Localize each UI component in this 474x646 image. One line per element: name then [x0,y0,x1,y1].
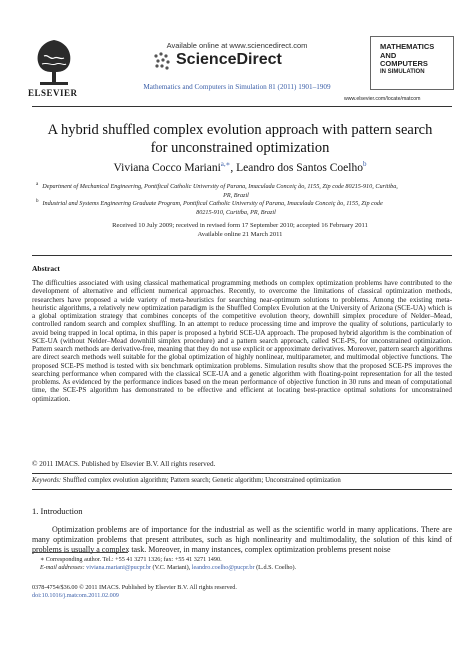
email-addresses [32,564,460,572]
footnote-divider [32,552,128,553]
affiliation-text-cont: 80215-910, Curitiba, PR, Brazil [196,208,276,216]
affiliation-mark: a [36,182,39,187]
email-link[interactable]: viviana.mariani@pucpr.br [86,564,151,571]
affiliation-text: Department of Mechanical Engineering, Pontifical Catholic University of Parana, Imaculada Conceiç ão, 1155, Zip code 80215-910, Curitiba, [42,183,398,191]
cover-title-line: COMPUTERS [380,59,428,68]
cover-title-line: MATHEMATICS [380,42,435,51]
abstract-bottom-divider [32,473,452,474]
keywords-list: Shuffled complex evolution algorithm; Pattern search; Genetic algorithm; Unconstrained optimization [62,477,341,484]
doi-link[interactable]: doi:10.1016/j.matcom.2011.02.009 [32,592,119,599]
affiliation-b [36,198,436,217]
header-divider [32,106,452,107]
paper-title [40,121,440,157]
available-online-text: Available online at www.sciencedirect.com [166,41,308,50]
author-name: Viviana Cocco Mariani [113,161,221,174]
issn-line: 0378-4754/$36.00 © 2011 IMACS. Published by Elsevier B.V. All rights reserved. [32,584,237,591]
cover-title-line: AND [380,50,397,60]
email-owner: (V.C. Mariani), [150,564,192,571]
keywords-divider [32,489,452,490]
author-affil-marks[interactable]: b [362,160,367,168]
elsevier-wordmark: ELSEVIER [28,88,78,98]
sciencedirect-dots-icon [152,50,174,72]
abstract-heading: Abstract [32,264,60,273]
journal-citation-link[interactable]: Mathematics and Computers in Simulation 81 (2011) 1901–1909 [143,83,331,91]
journal-cover-subtitle: IN SIMULATION [380,69,425,75]
corresponding-author-note: ∗ Corresponding author. Tel.: +55 41 3271 1326; fax: +55 41 3271 1490. [40,556,222,563]
title-line-2: for unconstrained optimization [150,140,330,156]
author-separator: , [230,161,237,174]
abstract-copyright: © 2011 IMACS. Published by Elsevier B.V. All rights reserved. [32,460,216,468]
affiliation-text: Industrial and Systems Engineering Graduate Program, Pontifical Catholic University of Parana, Imaculada Conceiç ão, 1155, Zip code [42,200,383,208]
email-label: E-mail addresses: [40,564,85,571]
masthead [0,0,474,108]
keywords-label: Keywords: [32,477,62,484]
abstract-body: The difficulties associated with using classical mathematical programming methods on complex optimization problems have contributed to the development of alternative and efficient numerical approaches. Recently, to overcome the limitations of classical optimization methods, researchers have proposed a wide variety of meta-heuristics for searching near-optimum solutions to problems. Among the existing meta-heuristic algorithms, a relatively new optimization paradigm is the Shuffled Complex Evolution at the University of Arizona (SCE-UA) which is a global optimization strategy that combines concepts of the competitive evolution theory, downhill simplex procedure of Nelder–Mead, controlled random search and complex shuffling. In an attempt to reduce processing time and improve the quality of solutions, particularly to avoid being trapped in local optima, in this paper is proposed a hybrid SCE-UA approach. The proposed hybrid algorithm is the combination of SCE-UA (without Nelder–Mead downhill simplex procedure) and a pattern search approach, called SCE-PS, for unconstrained optimization. Pattern search methods are derivative-free, meaning that they do not use explicit or approximate derivatives. Moreover, pattern search algorithms are direct search methods well suitable for the global optimization of highly nonlinear, multiparameter, and multimodal objective functions. The proposed SCE-PS method is tested with six benchmark optimization problems. Simulation results show that the proposed SCE-PS improves the searching performance when compared with the classical SCE-UA and a genetic algorithm with floating-point representation for all the tested problems. As evidenced by the performance indices based on the mean performance of objective function in 30 runs and mean of computational time, the SCE-PS algorithm has demonstrated to be effective and efficient at locating best-practice optimal solutions for unconstrained optimization. [32,279,452,403]
email-owner: (L.d.S. Coelho). [254,564,297,571]
journal-url-link[interactable]: www.elsevier.com/locate/matcom [344,96,421,102]
keywords [32,477,452,484]
journal-cover-title [380,43,450,69]
section-heading-introduction: 1. Introduction [32,506,83,516]
author-list [40,160,440,174]
received-dates: Received 10 July 2009; received in revised form 17 September 2010; accepted 16 February 2011 [112,222,368,229]
sciencedirect-logo [152,50,322,72]
title-line-1: A hybrid shuffled complex evolution approach with pattern search [47,122,433,138]
author-affil-marks[interactable]: a,∗ [220,160,231,168]
sciencedirect-wordmark: ScienceDirect [176,51,282,68]
email-link[interactable]: leandro.coelho@pucpr.br [191,564,255,571]
introduction-body: Optimization problems are of importance for the industrial as well as the scientific world in many applications. There are many optimization problems that present attributes, such as high nonlinearity and multimodality, the solution of this kind of problems is usually a complex task. Moreover, in many instances, complex optimization problems present noise [32,525,452,554]
abstract-top-divider [32,255,452,256]
affiliation-text-cont: PR, Brazil [223,191,249,199]
article-history [40,222,440,239]
affiliation-mark: b [36,199,39,204]
available-date: Available online 21 March 2011 [197,230,283,238]
author-name: Leandro dos Santos Coelho [236,161,363,174]
